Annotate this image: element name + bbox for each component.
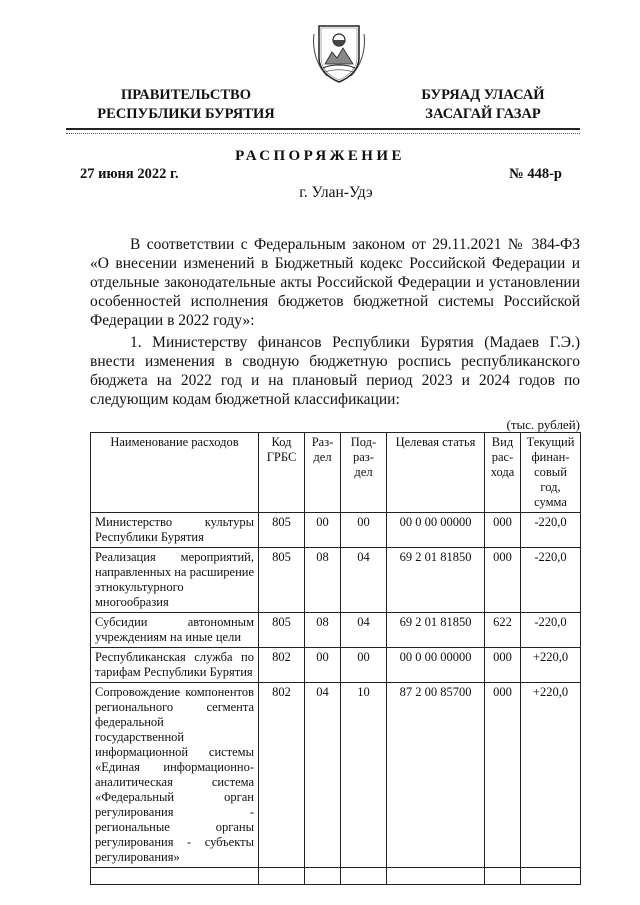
document-title: РАСПОРЯЖЕНИЕ [235,148,405,164]
cell-statya: 69 2 01 81850 [387,613,485,648]
header-right [398,86,568,124]
cell-sum: +220,0 [521,683,581,868]
cell-statya: 00 0 00 00000 [387,648,485,683]
cell-statya: 00 0 00 00000 [387,513,485,548]
document-date: 27 июня 2022 г. [80,166,179,182]
cell-vid: 000 [485,648,521,683]
cell-podrazdel: 00 [341,648,387,683]
cell-sum: -220,0 [521,613,581,648]
coat-of-arms-emblem [313,20,365,84]
cell-empty [387,868,485,885]
cell-empty [485,868,521,885]
units-label: (тыс. рублей) [506,417,580,432]
cell-grbs: 802 [259,648,305,683]
cell-name: Министерство культуры Республики Бурятия [91,513,259,548]
cell-razdel: 04 [305,683,341,868]
cell-vid: 622 [485,613,521,648]
cell-statya: 69 2 01 81850 [387,548,485,613]
cell-grbs: 802 [259,683,305,868]
cell-grbs: 805 [259,613,305,648]
cell-podrazdel: 04 [341,613,387,648]
col-header-name: Наименование расходов [91,433,259,513]
col-header-podrazdel: Под-раз-дел [341,433,387,513]
cell-grbs: 805 [259,548,305,613]
header-right-line2: ЗАСАГАЙ ГАЗАР [425,106,541,122]
cell-vid: 000 [485,548,521,613]
cell-empty [521,868,581,885]
table-row [91,683,581,868]
cell-grbs: 805 [259,513,305,548]
col-header-sum: Текущий финан-совый год, сумма [521,433,581,513]
header-left-line2: РЕСПУБЛИКИ БУРЯТИЯ [97,106,275,122]
col-header-vid: Вид рас-хода [485,433,521,513]
table-row [91,513,581,548]
cell-razdel: 08 [305,548,341,613]
cell-name: Республиканская служба по тарифам Республики Бурятия [91,648,259,683]
budget-table [90,432,581,885]
cell-podrazdel: 00 [341,513,387,548]
document-number: № 448-р [509,166,562,182]
cell-vid: 000 [485,513,521,548]
cell-empty [91,868,259,885]
col-header-razdel: Раз-дел [305,433,341,513]
header-divider-dotted [66,133,580,134]
cell-empty [305,868,341,885]
header-left [86,86,286,124]
cell-sum: -220,0 [521,548,581,613]
table-row [91,548,581,613]
cell-name: Сопровождение компонентов регионального сегмента федеральной государственной информационной системы «Единая информационно-аналитическая система «Федеральный орган регулирования - региональные органы регулирования - субъекты регулирования» [91,683,259,868]
col-header-grbs: Код ГРБС [259,433,305,513]
cell-podrazdel: 04 [341,548,387,613]
paragraph-preamble: В соответствии с Федеральным законом от 29.11.2021 № 384-ФЗ «О внесении изменений в Бюджетный кодекс Российской Федерации и отдельные законодательные акты Российской Федерации и установлении особенностей исполнения бюджетов бюджетной системы Российской Федерации в 2022 году»: [90,236,580,329]
table-row [91,648,581,683]
header-right-line1: БУРЯАД УЛАСАЙ [421,87,545,103]
cell-empty [341,868,387,885]
cell-razdel: 00 [305,513,341,548]
cell-razdel: 08 [305,613,341,648]
paragraph-item-1: 1. Министерству финансов Республики Бурятия (Мадаев Г.Э.) внести изменения в сводную бюджетную роспись республиканского бюджета на 2022 год и на плановый период 2023 и 2024 годов по следующим кодам бюджетной классификации: [90,334,580,408]
header-left-line1: ПРАВИТЕЛЬСТВО [121,87,251,103]
cell-sum: +220,0 [521,648,581,683]
cell-vid: 000 [485,683,521,868]
cell-sum: -220,0 [521,513,581,548]
table-row [91,613,581,648]
col-header-statya: Целевая статья [387,433,485,513]
cell-name: Субсидии автономным учреждениям на иные цели [91,613,259,648]
cell-podrazdel: 10 [341,683,387,868]
cell-statya: 87 2 00 85700 [387,683,485,868]
document-city: г. Улан-Удэ [299,184,373,201]
cell-name: Реализация мероприятий, направленных на расширение этнокультурного многообразия [91,548,259,613]
cell-empty [259,868,305,885]
cell-razdel: 00 [305,648,341,683]
table-header-row [91,433,581,513]
table-continuation-row [91,868,581,885]
header-divider [66,128,580,130]
